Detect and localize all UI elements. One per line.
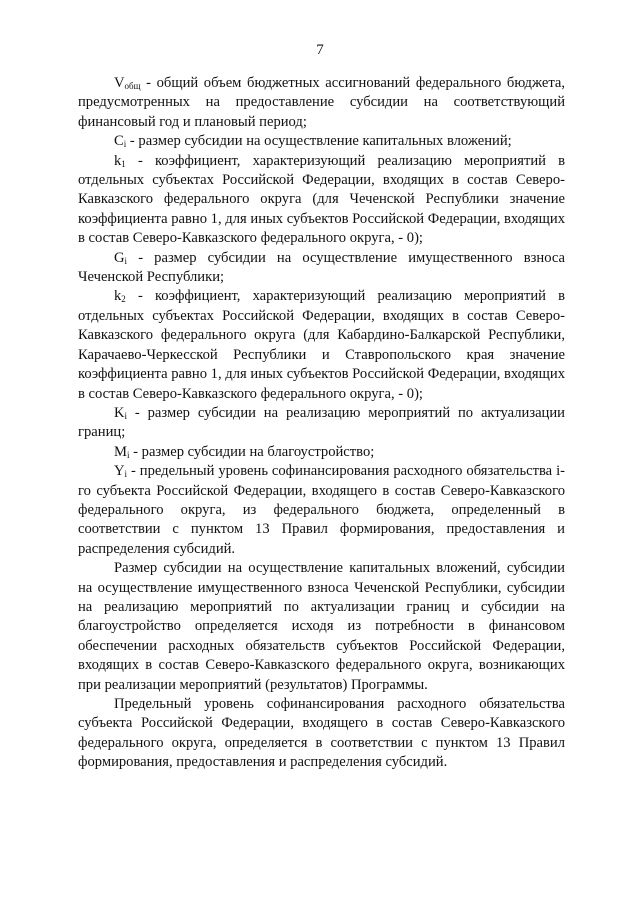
paragraph-subsidy-size: Размер субсидии на осуществление капитальных вложений, субсидии на осуществление имущественного взноса Чеченской Республики, субсидии на реализацию мероприятий по актуализации границ и субсидии на благоустройство определяется исходя из потребности в финансовом обеспечении расходных обязательств субъектов Российской Федерации, входящих в состав Северо-Кавказского федерального округа, возникающих при реализации мероприятий (результатов) Программы. [78, 560, 565, 693]
definition-text: - размер субсидии на осуществление имущественного взноса Чеченской Республики; [78, 249, 565, 286]
definition-g-i [78, 249, 565, 288]
symbol-subscript: i [124, 255, 128, 266]
symbol-subscript: i [123, 139, 127, 150]
definition-text: - размер субсидии на благоустройство; [129, 443, 375, 460]
symbol-subscript: i [124, 410, 128, 421]
symbol-subscript: i [124, 469, 128, 480]
symbol-subscript: i [126, 449, 130, 460]
definition-text: - размер субсидии на осуществление капитальных вложений; [126, 133, 512, 150]
definition-c-i [78, 132, 565, 151]
definition-v-total [78, 74, 565, 132]
symbol: M [114, 443, 127, 460]
definition-k-1 [78, 152, 565, 249]
symbol: k [114, 152, 122, 169]
definition-k-i [78, 404, 565, 443]
symbol-subscript: 2 [121, 294, 126, 305]
symbol: G [114, 249, 125, 266]
definition-y-i [78, 462, 565, 559]
symbol: k [114, 288, 122, 305]
symbol-subscript: общ [124, 81, 141, 91]
symbol: Y [114, 463, 125, 480]
definition-text: - коэффициент, характеризующий реализацию мероприятий в отдельных субъектах Российской Федерации, входящих в состав Северо-Кавказского федерального округа (для Чеченской Республики значение коэффициента равно 1, для иных субъектов Российской Федерации, входящих в состав Северо-Кавказского федерального округа, - 0); [78, 152, 565, 247]
definition-text: - общий объем бюджетных ассигнований федерального бюджета, предусмотренных на предоставление субсидии на соответствующий финансовый год и плановый период; [78, 75, 565, 130]
symbol: V [114, 75, 125, 91]
document-body [78, 74, 565, 773]
symbol-subscript: 1 [121, 158, 126, 169]
symbol: K [114, 404, 125, 421]
symbol: C [114, 133, 124, 150]
definition-k-2 [78, 287, 565, 403]
definition-m-i [78, 443, 565, 462]
paragraph-cofinancing-level: Предельный уровень софинансирования расходного обязательства субъекта Российской Федерации, входящего в состав Северо-Кавказского федерального округа, определяется в соответствии с пунктом 13 Правил формирования, предоставления и распределения субсидий. [78, 696, 565, 771]
page-number: 7 [316, 42, 324, 58]
definition-text: - предельный уровень софинансирования расходного обязательства i-го субъекта Российской Федерации, входящего в состав Северо-Кавказского федерального округа, из федерального бюджета, определенный в соответствии с пунктом 13 Правил формирования, предоставления и распределения субсидий. [78, 463, 565, 557]
definition-text: - коэффициент, характеризующий реализацию мероприятий в отдельных субъектах Российской Федерации, входящих в состав Северо-Кавказского федерального округа (для Кабардино-Балкарской Республики, Карачаево-Черкесской Республики и Ставропольского края значение коэффициента равно 1, для иных субъектов Российской Федерации, входящих в состав Северо-Кавказского федерального округа, - 0); [78, 288, 565, 402]
definition-text: - размер субсидии на реализацию мероприятий по актуализации границ; [78, 404, 565, 441]
